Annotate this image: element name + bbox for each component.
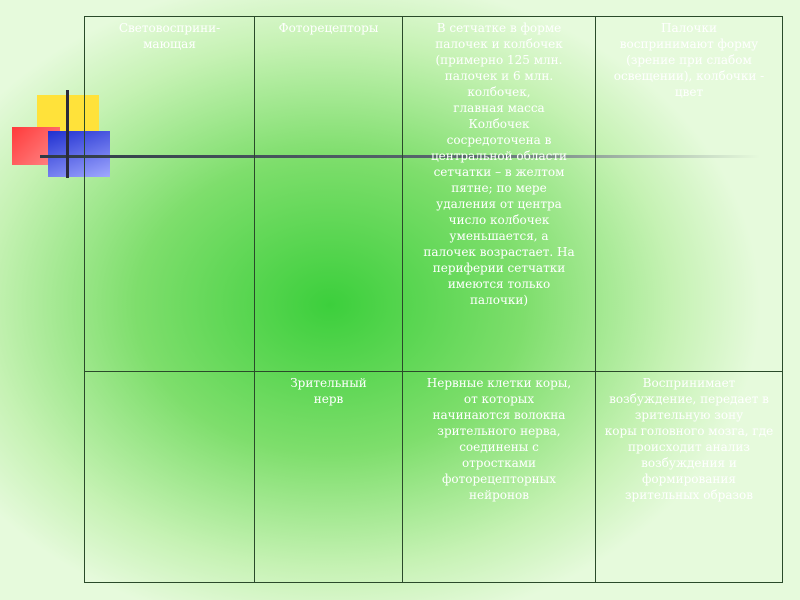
table-cell-structure bbox=[255, 372, 403, 583]
table-row bbox=[85, 372, 783, 583]
table-cell-role bbox=[596, 372, 783, 583]
table-row bbox=[85, 17, 783, 372]
cell-text: В сетчатке в форме палочек и колбочек (примерно 125 млн. палочек и 6 млн. колбочек, главная масса Колбочек сосредоточена в центральной области сетчатки – в желтом пятне; по мере удаления от центра число колбочек уменьшается, а палочек возрастает. На периферии сетчатки имеются только палочки) bbox=[423, 21, 575, 307]
decor-vertical-line bbox=[66, 90, 69, 178]
table-cell-structure bbox=[255, 17, 403, 372]
cell-text: Палочки воспринимают форму (зрение при слабом освещении), колбочки - цвет bbox=[613, 21, 765, 99]
cell-text: Зрительный нерв bbox=[290, 376, 367, 406]
table-cell-role bbox=[596, 17, 783, 372]
content-table bbox=[84, 16, 783, 583]
table-cell-location bbox=[403, 372, 596, 583]
cell-text: Воспринимает возбуждение, передает в зрительную зону коры головного мозга, где происходит анализ возбуждения и формирования зрительных образов bbox=[604, 376, 774, 502]
table-cell-function bbox=[85, 17, 255, 372]
cell-text: Фоторецепторы bbox=[278, 21, 379, 35]
table-cell-function bbox=[85, 372, 255, 583]
table-cell-location bbox=[403, 17, 596, 372]
cell-text: Световосприни- мающая bbox=[118, 21, 221, 51]
cell-text: Нервные клетки коры, от которых начинаются волокна зрительного нерва, соединены с отростками фоторецепторных нейронов bbox=[426, 376, 572, 502]
